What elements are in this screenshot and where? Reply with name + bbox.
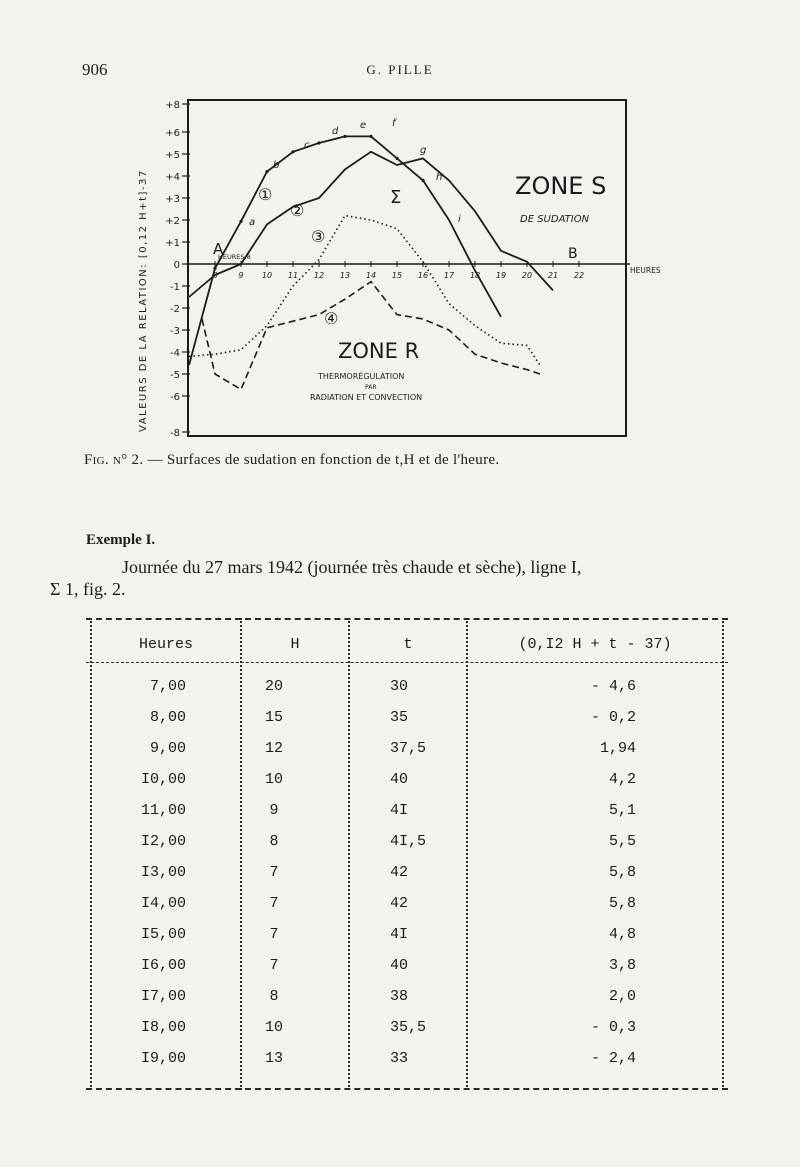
cell-h: 13 xyxy=(264,1050,283,1067)
cell-formula: - 2,4 xyxy=(590,1050,636,1067)
cell-h: 15 xyxy=(264,709,283,726)
cell-heures: I7,00 xyxy=(140,988,186,1005)
y-tick-label: +3 xyxy=(165,194,180,205)
cell-h: 9 xyxy=(269,802,279,819)
x-tick-label: 11 xyxy=(287,271,299,280)
series-1-point xyxy=(239,220,242,223)
x-tick-label: 12 xyxy=(313,271,325,280)
x-tick-label: 17 xyxy=(443,271,455,280)
cell-t: 40 xyxy=(390,771,409,788)
cell-t: 35,5 xyxy=(390,1019,427,1036)
x-tick-label: 10 xyxy=(261,271,273,280)
cell-heures: 9,00 xyxy=(149,740,186,757)
x-tick-label: 15 xyxy=(391,271,403,280)
chart-svg xyxy=(140,92,700,448)
table-row xyxy=(86,988,728,1018)
y-tick-label: -3 xyxy=(170,326,180,337)
caption-text: — Surfaces de sudation en fonction de t,H et de l'heure. xyxy=(147,452,500,468)
cell-h: 12 xyxy=(264,740,283,757)
point-a-label: A xyxy=(213,240,224,258)
figure xyxy=(140,92,700,448)
table-row xyxy=(86,740,728,770)
table-top-rule xyxy=(86,618,728,620)
cell-formula: 1,94 xyxy=(599,740,636,757)
x-tick-label: 22 xyxy=(573,271,585,280)
page-number: 906 xyxy=(82,60,108,79)
cell-formula: 2,0 xyxy=(608,988,636,1005)
cell-h: 7 xyxy=(269,895,279,912)
x-tick-label: 9 xyxy=(238,271,244,280)
cell-heures: I2,00 xyxy=(140,833,186,850)
curve-2-marker: ② xyxy=(290,201,305,220)
y-tick-label: +6 xyxy=(165,128,180,139)
point-letter-e: e xyxy=(360,120,367,131)
point-letter-h: h xyxy=(436,172,443,183)
cell-heures: I4,00 xyxy=(140,895,186,912)
series-1-point xyxy=(369,135,372,138)
cell-formula: 5,1 xyxy=(608,802,636,819)
point-letter-f: f xyxy=(392,118,396,129)
table-row xyxy=(86,1050,728,1080)
cell-t: 33 xyxy=(390,1050,409,1067)
cell-heures: 8,00 xyxy=(149,709,186,726)
header-formula: (0,I2 H + t - 37) xyxy=(518,636,672,653)
x-axis-label: HEURES xyxy=(630,266,661,275)
cell-heures: 7,00 xyxy=(149,678,186,695)
cell-h: 10 xyxy=(264,771,283,788)
x-tick-label: 16 xyxy=(417,271,429,280)
table-row xyxy=(86,957,728,987)
series-1-point xyxy=(343,135,346,138)
cell-h: 7 xyxy=(269,864,279,881)
sigma-label: Σ xyxy=(390,187,402,208)
table-row xyxy=(86,833,728,863)
cell-heures: I8,00 xyxy=(140,1019,186,1036)
table-row xyxy=(86,926,728,956)
x-tick-label: 13 xyxy=(339,271,351,280)
point-b-label: B xyxy=(568,246,578,262)
y-tick-label: -2 xyxy=(170,304,180,315)
cell-formula: 4,8 xyxy=(608,926,636,943)
y-tick-label: 0 xyxy=(173,260,180,271)
point-letter-c: c xyxy=(304,140,310,151)
y-tick-label: +2 xyxy=(165,216,180,227)
intro-line-2: Σ 1, fig. 2. xyxy=(50,579,126,599)
cell-heures: I0,00 xyxy=(140,771,186,788)
x-tick-label: 18 xyxy=(469,271,481,280)
x-tick-label: 21 xyxy=(547,271,559,280)
cell-t: 4I xyxy=(390,802,409,819)
series-1-point xyxy=(213,267,216,270)
point-letter-b: b xyxy=(273,160,280,171)
y-tick-label: -6 xyxy=(170,392,180,403)
intro-line-1: Journée du 27 mars 1942 (journée très chaude et sèche), ligne I, xyxy=(122,557,582,577)
cell-h: 7 xyxy=(269,957,279,974)
cell-h: 10 xyxy=(264,1019,283,1036)
zone-r-line2: PAR xyxy=(365,384,377,391)
cell-t: 38 xyxy=(390,988,409,1005)
cell-formula: 3,8 xyxy=(608,957,636,974)
cell-formula: - 4,6 xyxy=(590,678,636,695)
cell-formula: 5,5 xyxy=(608,833,636,850)
curve-3-marker: ③ xyxy=(311,227,326,246)
cell-t: 35 xyxy=(390,709,409,726)
plot-frame xyxy=(188,100,626,436)
header-h: H xyxy=(290,636,300,653)
cell-t: 30 xyxy=(390,678,409,695)
table-row xyxy=(86,678,728,708)
table-bottom-rule xyxy=(86,1088,728,1090)
y-tick-label: +8 xyxy=(165,100,180,111)
table-row xyxy=(86,771,728,801)
header-heures: Heures xyxy=(138,636,193,653)
y-tick-label: +5 xyxy=(165,150,180,161)
cell-formula: - 0,3 xyxy=(590,1019,636,1036)
y-tick-label: -8 xyxy=(170,428,180,439)
y-tick-label: +1 xyxy=(165,238,180,249)
series-1-point xyxy=(291,150,294,153)
x-tick-label: 14 xyxy=(365,271,377,280)
cell-h: 8 xyxy=(269,833,279,850)
cell-heures: I5,00 xyxy=(140,926,186,943)
point-letter-a: a xyxy=(249,217,256,228)
x-axis-inline-label: HEURES 8 xyxy=(218,253,251,261)
x-tick-label: 8 xyxy=(212,271,218,280)
x-tick-label: 19 xyxy=(495,271,507,280)
series-1-point xyxy=(317,141,320,144)
cell-heures: 11,00 xyxy=(140,802,186,819)
zone-r-line1: THERMORÉGULATION xyxy=(318,372,405,381)
zone-s-subtitle: DE SUDATION xyxy=(520,214,590,225)
cell-heures: I9,00 xyxy=(140,1050,186,1067)
table-row xyxy=(86,895,728,925)
point-letter-d: d xyxy=(332,126,339,137)
data-table xyxy=(86,612,728,1092)
x-tick-label: 20 xyxy=(521,271,533,280)
caption-label: Fig. n° 2. xyxy=(84,452,144,468)
cell-formula: 5,8 xyxy=(608,864,636,881)
y-tick-label: -4 xyxy=(170,348,180,359)
cell-t: 37,5 xyxy=(390,740,427,757)
curve-4-marker: ④ xyxy=(324,309,339,328)
cell-t: 42 xyxy=(390,864,409,881)
cell-heures: I6,00 xyxy=(140,957,186,974)
example-heading: Exemple I. xyxy=(86,532,156,548)
cell-h: 20 xyxy=(264,678,283,695)
running-head: G. PILLE xyxy=(366,62,434,77)
zone-r-title: ZONE R xyxy=(338,339,420,363)
example-intro xyxy=(50,556,726,600)
cell-h: 8 xyxy=(269,988,279,1005)
table-row xyxy=(86,709,728,739)
cell-heures: I3,00 xyxy=(140,864,186,881)
y-tick-label: +4 xyxy=(165,172,180,183)
y-tick-label: -1 xyxy=(170,282,180,293)
series-1-point xyxy=(265,170,268,173)
cell-formula: - 0,2 xyxy=(590,709,636,726)
cell-formula: 5,8 xyxy=(608,895,636,912)
zone-s-title: ZONE S xyxy=(515,172,607,200)
table-header-rule xyxy=(86,662,728,663)
cell-t: 4I,5 xyxy=(390,833,427,850)
cell-formula: 4,2 xyxy=(608,771,636,788)
y-tick-label: -5 xyxy=(170,370,180,381)
table-row xyxy=(86,802,728,832)
cell-t: 4I xyxy=(390,926,409,943)
table-row xyxy=(86,1019,728,1049)
cell-t: 42 xyxy=(390,895,409,912)
point-letter-g: g xyxy=(420,145,427,156)
cell-h: 7 xyxy=(269,926,279,943)
zone-r-line3: RADIATION ET CONVECTION xyxy=(310,393,423,402)
curve-1-marker: ① xyxy=(258,185,273,204)
header-t: t xyxy=(403,636,413,653)
series-1-point xyxy=(395,157,398,160)
table-row xyxy=(86,864,728,894)
cell-t: 40 xyxy=(390,957,409,974)
point-letter-i: i xyxy=(458,214,461,225)
y-axis-label: VALEURS DE LA RELATION: [0,12 H+t]-37 xyxy=(138,169,149,432)
figure-caption xyxy=(84,452,499,469)
series-1-point xyxy=(421,179,424,182)
